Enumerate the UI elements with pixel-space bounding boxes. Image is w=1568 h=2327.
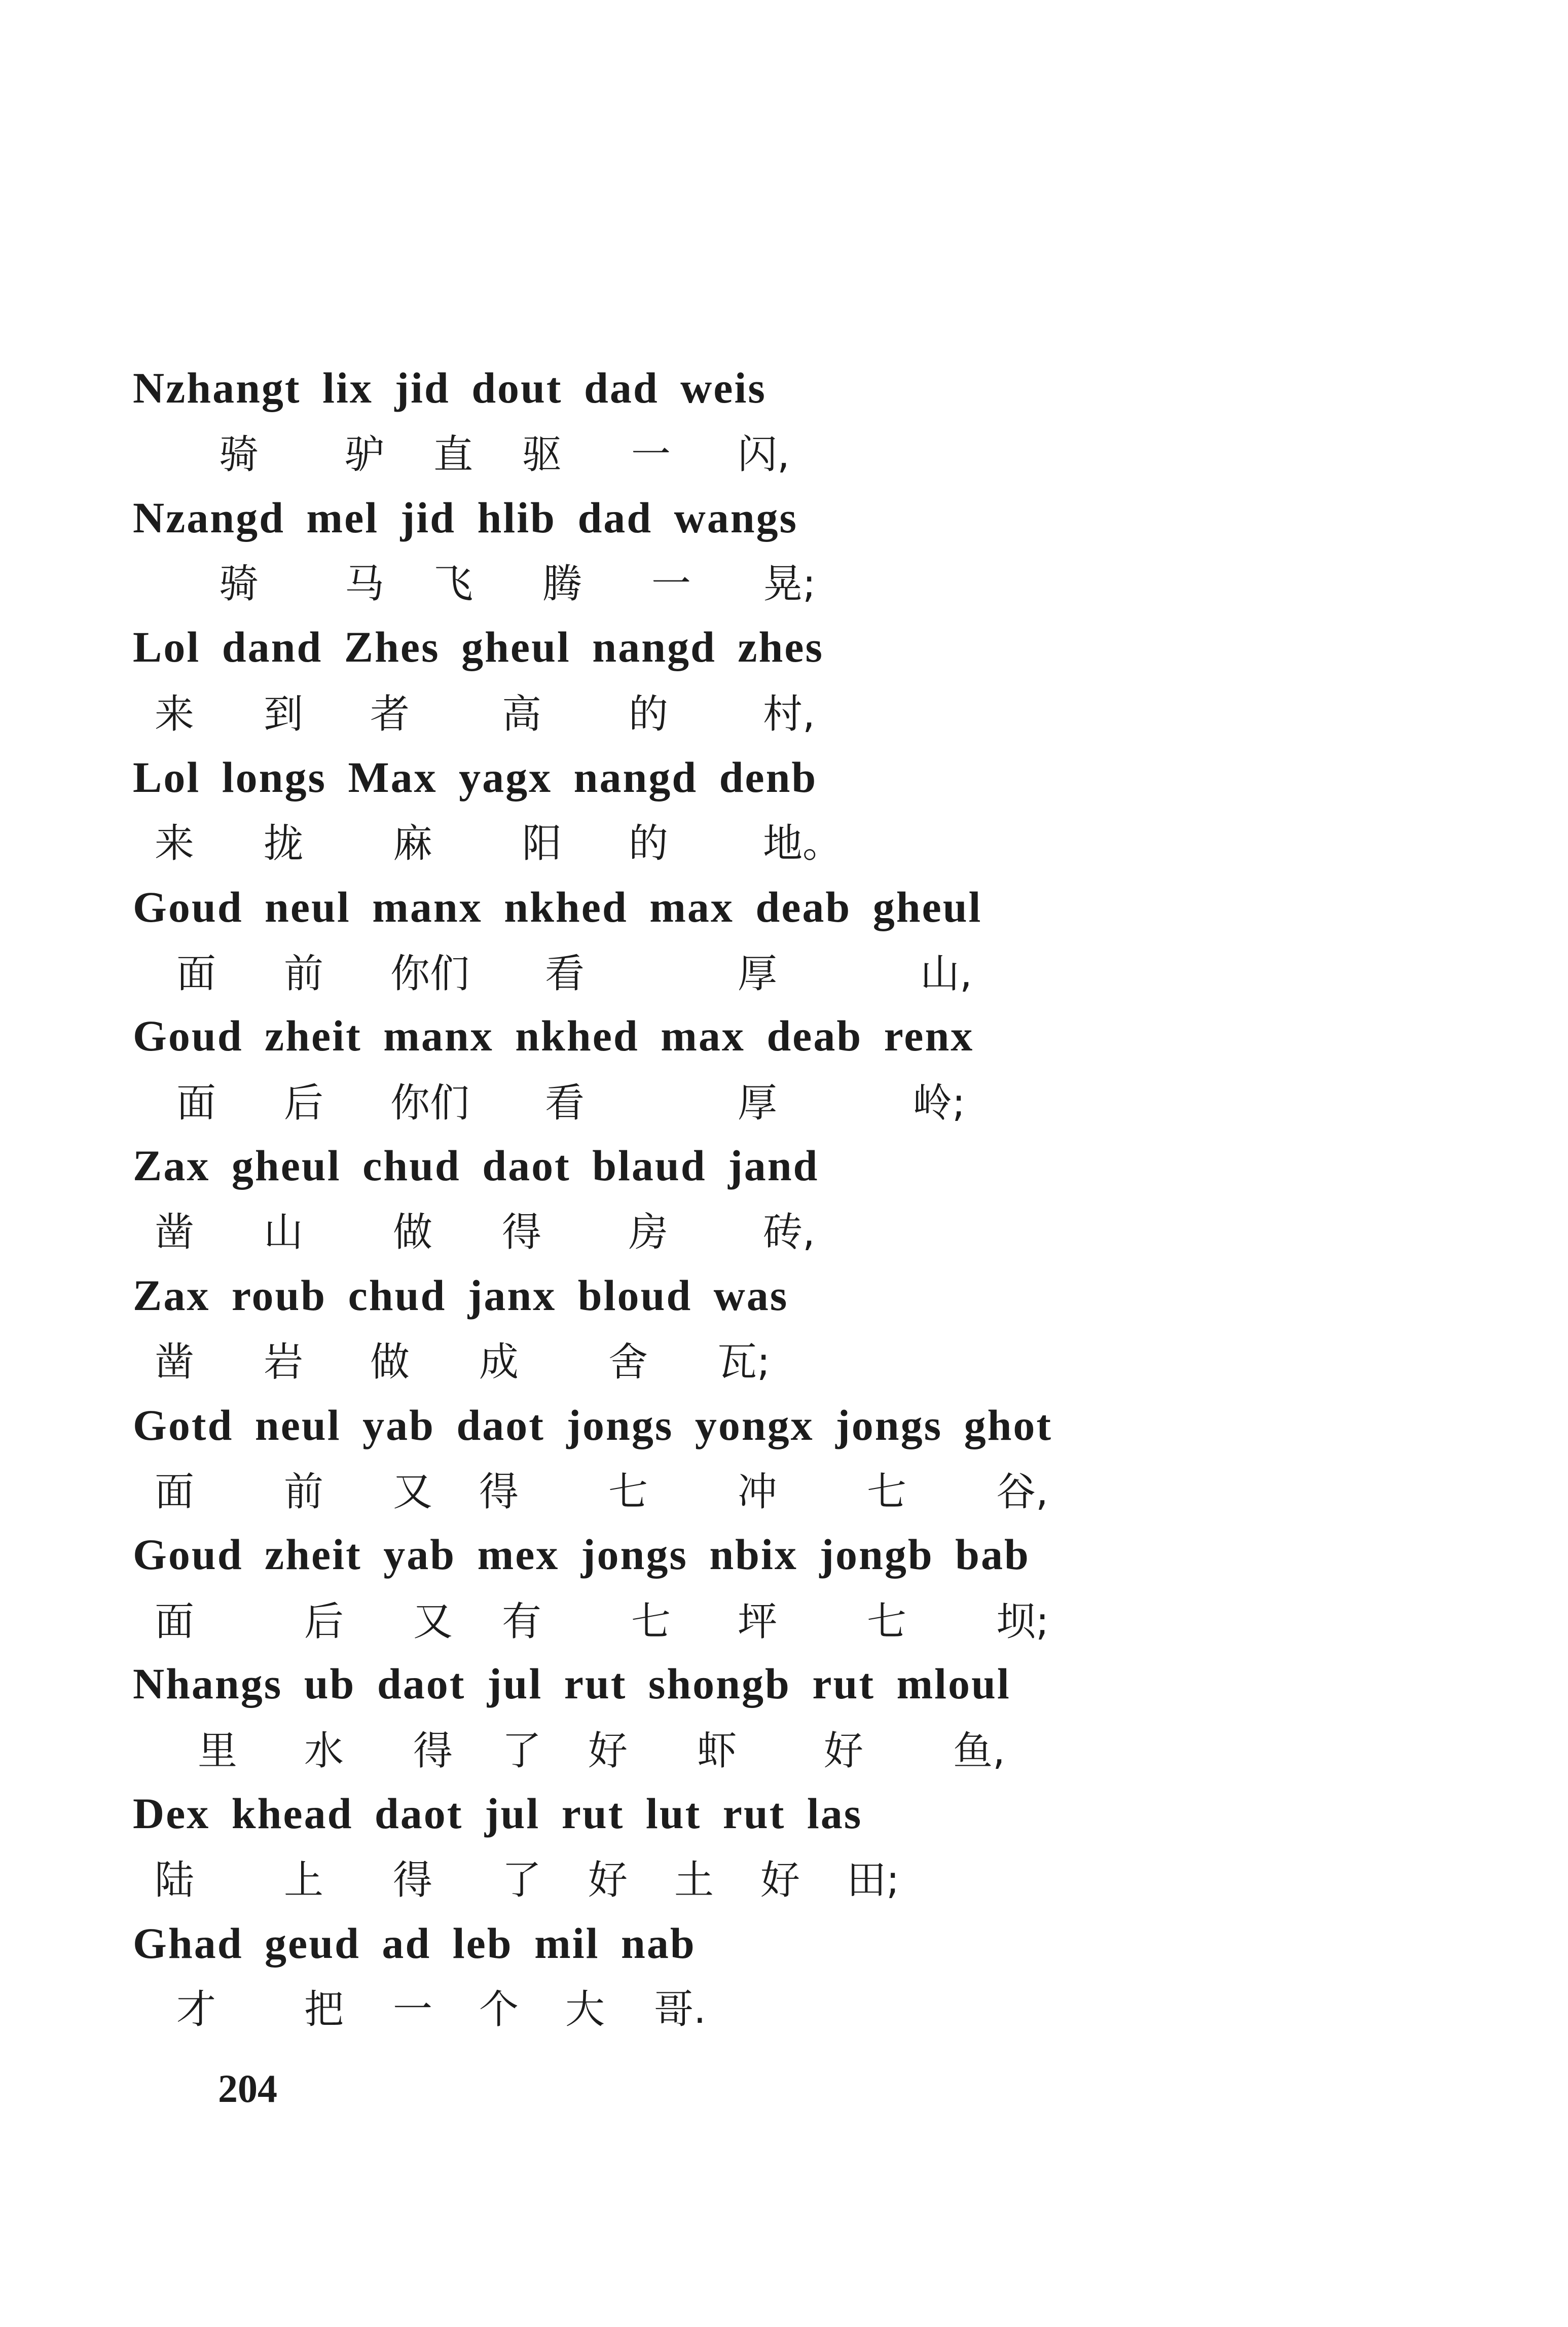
gloss-word: 后 <box>304 1599 344 1645</box>
gloss-word: 得 <box>502 1210 542 1255</box>
gloss-word: 山, <box>920 951 972 997</box>
gloss-word: 做 <box>370 1339 410 1385</box>
miao-line: Goud neul manx nkhed max deab gheul <box>133 883 982 931</box>
gloss-word: 冲 <box>738 1469 778 1515</box>
gloss-word: 你们 <box>390 1080 470 1126</box>
gloss-word: 田; <box>847 1858 900 1903</box>
gloss-word: 凿 <box>155 1210 195 1255</box>
gloss-word: 前 <box>284 951 324 997</box>
gloss-word: 又 <box>393 1469 433 1515</box>
gloss-word: 到 <box>264 692 304 737</box>
gloss-word: 拢 <box>264 821 304 866</box>
gloss-word: 来 <box>155 821 195 866</box>
gloss-line <box>0 821 1568 869</box>
gloss-word: 驱 <box>522 432 562 478</box>
miao-line: Lol dand Zhes gheul nangd zhes <box>133 623 824 671</box>
gloss-word: 一 <box>393 1987 433 2032</box>
gloss-word: 阳 <box>522 821 562 866</box>
gloss-word: 驴 <box>345 432 385 478</box>
miao-line: Nhangs ub daot jul rut shongb rut mloul <box>133 1659 1011 1708</box>
gloss-word: 舍 <box>608 1339 648 1385</box>
gloss-word: 一 <box>651 561 691 607</box>
gloss-word: 做 <box>393 1210 433 1255</box>
gloss-line <box>0 1339 1568 1388</box>
gloss-word: 七 <box>608 1469 648 1515</box>
gloss-word: 虾 <box>697 1728 737 1774</box>
miao-line: Gotd neul yab daot jongs yongx jongs ghot <box>133 1401 1053 1449</box>
gloss-word: 好 <box>760 1858 800 1903</box>
gloss-word: 得 <box>393 1858 433 1903</box>
gloss-word: 谷, <box>996 1469 1048 1515</box>
gloss-word: 里 <box>198 1728 238 1774</box>
miao-line: Zax gheul chud daot blaud jand <box>133 1141 819 1190</box>
gloss-word: 得 <box>413 1728 453 1774</box>
gloss-word: 好 <box>588 1728 628 1774</box>
gloss-line <box>0 1469 1568 1518</box>
gloss-word: 成 <box>479 1339 519 1385</box>
gloss-word: 把 <box>304 1987 344 2032</box>
gloss-word: 麻 <box>393 821 433 866</box>
gloss-word: 哥. <box>654 1987 706 2032</box>
gloss-line <box>0 1599 1568 1648</box>
gloss-line <box>0 951 1568 1000</box>
gloss-line <box>0 692 1568 740</box>
gloss-word: 了 <box>502 1728 542 1774</box>
gloss-word: 看 <box>545 1080 585 1126</box>
gloss-word: 才 <box>176 1987 216 2032</box>
gloss-word: 七 <box>867 1599 907 1645</box>
gloss-word: 前 <box>284 1469 324 1515</box>
gloss-line <box>0 1858 1568 1906</box>
gloss-word: 陆 <box>155 1858 195 1903</box>
gloss-word: 骑 <box>219 432 259 478</box>
miao-line: Zax roub chud janx bloud was <box>133 1271 789 1320</box>
gloss-word: 了 <box>502 1858 542 1903</box>
gloss-word: 马 <box>345 561 385 607</box>
gloss-word: 腾 <box>542 561 582 607</box>
gloss-word: 好 <box>588 1858 628 1903</box>
gloss-word: 的 <box>629 821 669 866</box>
gloss-word: 砖, <box>763 1210 815 1255</box>
gloss-word: 水 <box>304 1728 344 1774</box>
gloss-word: 后 <box>284 1080 324 1126</box>
gloss-word: 面 <box>176 951 216 997</box>
gloss-line <box>0 1080 1568 1129</box>
gloss-word: 高 <box>502 692 542 737</box>
miao-line: Nzhangt lix jid dout dad weis <box>133 363 767 412</box>
gloss-word: 凿 <box>155 1339 195 1385</box>
gloss-word: 的 <box>629 692 669 737</box>
gloss-word: 山 <box>264 1210 304 1255</box>
gloss-word: 晃; <box>763 561 816 607</box>
gloss-line <box>0 561 1568 610</box>
gloss-word: 岩 <box>264 1339 304 1385</box>
gloss-word: 地。 <box>763 821 843 866</box>
gloss-word: 七 <box>867 1469 907 1515</box>
gloss-word: 厚 <box>738 1080 778 1126</box>
gloss-word: 土 <box>674 1858 714 1903</box>
gloss-word: 厚 <box>738 951 778 997</box>
gloss-word: 面 <box>176 1080 216 1126</box>
gloss-word: 坝; <box>996 1599 1049 1645</box>
gloss-word: 飞 <box>433 561 473 607</box>
gloss-word: 得 <box>479 1469 519 1515</box>
miao-line: Ghad geud ad leb mil nab <box>133 1919 696 1968</box>
gloss-word: 大 <box>565 1987 605 2032</box>
gloss-line <box>0 1987 1568 2035</box>
gloss-word: 七 <box>631 1599 671 1645</box>
gloss-word: 又 <box>413 1599 453 1645</box>
miao-line: Goud zheit yab mex jongs nbix jongb bab <box>133 1530 1030 1579</box>
gloss-word: 瓦; <box>717 1339 771 1385</box>
gloss-word: 直 <box>433 432 473 478</box>
gloss-line <box>0 1210 1568 1258</box>
gloss-word: 个 <box>479 1987 519 2032</box>
gloss-word: 岭; <box>913 1080 966 1126</box>
gloss-word: 房 <box>629 1210 669 1255</box>
gloss-word: 你们 <box>390 951 470 997</box>
gloss-word: 者 <box>370 692 410 737</box>
gloss-word: 有 <box>502 1599 542 1645</box>
miao-line: Goud zheit manx nkhed max deab renx <box>133 1011 974 1060</box>
gloss-word: 坪 <box>738 1599 778 1645</box>
gloss-word: 面 <box>155 1599 195 1645</box>
gloss-word: 看 <box>545 951 585 997</box>
miao-line: Dex khead daot jul rut lut rut las <box>133 1789 863 1838</box>
page-number: 204 <box>218 2066 277 2111</box>
gloss-line <box>0 432 1568 481</box>
gloss-word: 骑 <box>219 561 259 607</box>
gloss-word: 来 <box>155 692 195 737</box>
gloss-word: 一 <box>631 432 671 478</box>
gloss-word: 好 <box>824 1728 864 1774</box>
gloss-word: 村, <box>763 692 815 737</box>
gloss-word: 闪, <box>738 432 790 478</box>
gloss-line <box>0 1728 1568 1777</box>
miao-line: Nzangd mel jid hlib dad wangs <box>133 493 798 542</box>
gloss-word: 上 <box>284 1858 324 1903</box>
gloss-word: 鱼, <box>953 1728 1005 1774</box>
miao-line: Lol longs Max yagx nangd denb <box>133 753 818 802</box>
gloss-word: 面 <box>155 1469 195 1515</box>
